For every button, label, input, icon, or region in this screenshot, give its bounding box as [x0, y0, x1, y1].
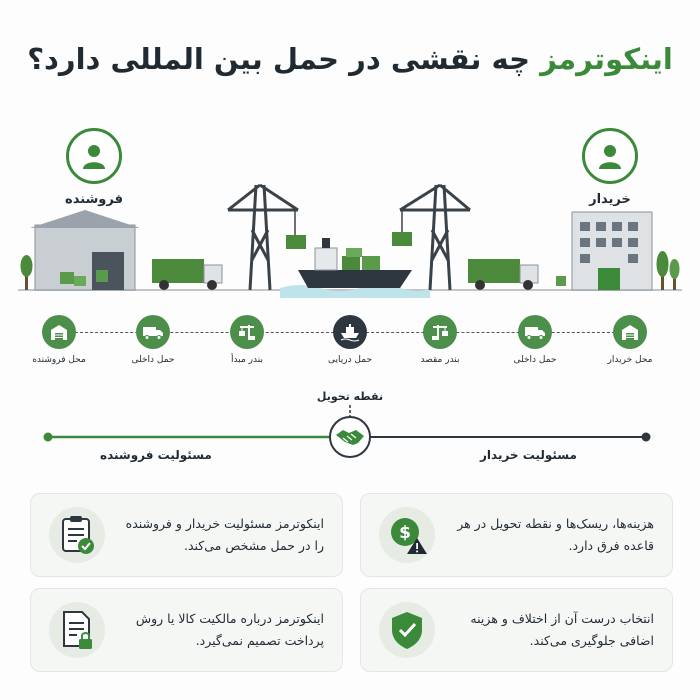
step-origin-port [202, 315, 292, 365]
step-sea-freight [305, 315, 395, 365]
tree-icon [21, 255, 33, 290]
title-highlight: اینکوترمز [540, 42, 673, 76]
seller-warehouse-icon [30, 210, 140, 290]
clipboard-check-icon [49, 507, 105, 563]
truck-icon [518, 315, 552, 349]
card-text: انتخاب درست آن از اختلاف و هزینه اضافی جلوگیری می‌کند. [470, 611, 654, 648]
step-dest-port [395, 315, 485, 365]
step-label: محل فروشنده [32, 355, 86, 365]
seller-avatar-icon [66, 128, 122, 184]
warehouse-icon [42, 315, 76, 349]
svg-text:$: $ [399, 523, 411, 543]
info-card-responsibility [30, 493, 343, 577]
seller-truck-icon [152, 259, 222, 290]
step-label: حمل داخلی [131, 355, 175, 365]
step-label: بندر مقصد [420, 355, 460, 365]
info-card-costs [360, 493, 673, 577]
seller-responsibility-label: مسئولیت فروشنده [100, 448, 212, 462]
shield-check-icon [379, 602, 435, 658]
buyer-responsibility-label: مسئولیت خریدار [480, 448, 577, 462]
page-title [0, 42, 700, 76]
seller-label: فروشنده [65, 192, 123, 207]
step-dest-inland [490, 315, 580, 365]
step-buyer-site [585, 315, 675, 365]
document-lock-icon [49, 602, 105, 658]
info-card-dispute [360, 588, 673, 672]
card-text: اینکوترمز درباره مالکیت کالا یا روش پرداخت تصمیم نمی‌گیرد. [135, 611, 324, 648]
buyer-truck-icon [468, 259, 538, 290]
card-text: هزینه‌ها، ریسک‌ها و نقطه تحویل در هر قاعده فرق دارد. [457, 516, 654, 553]
step-label: بندر مبدأ [231, 355, 263, 365]
step-label: حمل دریایی [327, 355, 373, 365]
buyer-avatar-icon [582, 128, 638, 184]
title-rest: چه نقشی در حمل بین المللی دارد؟ [27, 42, 541, 76]
step-seller-site [14, 315, 104, 365]
truck-icon [136, 315, 170, 349]
tree-icon [670, 259, 680, 290]
step-origin-inland [108, 315, 198, 365]
step-label: محل خریدار [607, 355, 653, 365]
buyer-building-icon [556, 212, 652, 290]
step-label: حمل داخلی [513, 355, 557, 365]
tree-icon [657, 251, 669, 290]
port-crane-icon [423, 315, 457, 349]
buyer-label: خریدار [589, 192, 631, 207]
dollar-warning-icon [379, 507, 435, 563]
port-crane-icon [230, 315, 264, 349]
ship-icon [333, 315, 367, 349]
warehouse-icon [613, 315, 647, 349]
info-card-ownership [30, 588, 343, 672]
delivery-point-label: نقطه تحویل [316, 390, 384, 403]
card-text: اینکوترمز مسئولیت خریدار و فروشنده را در حمل مشخص می‌کند. [125, 516, 324, 553]
logistics-scene [0, 180, 700, 305]
